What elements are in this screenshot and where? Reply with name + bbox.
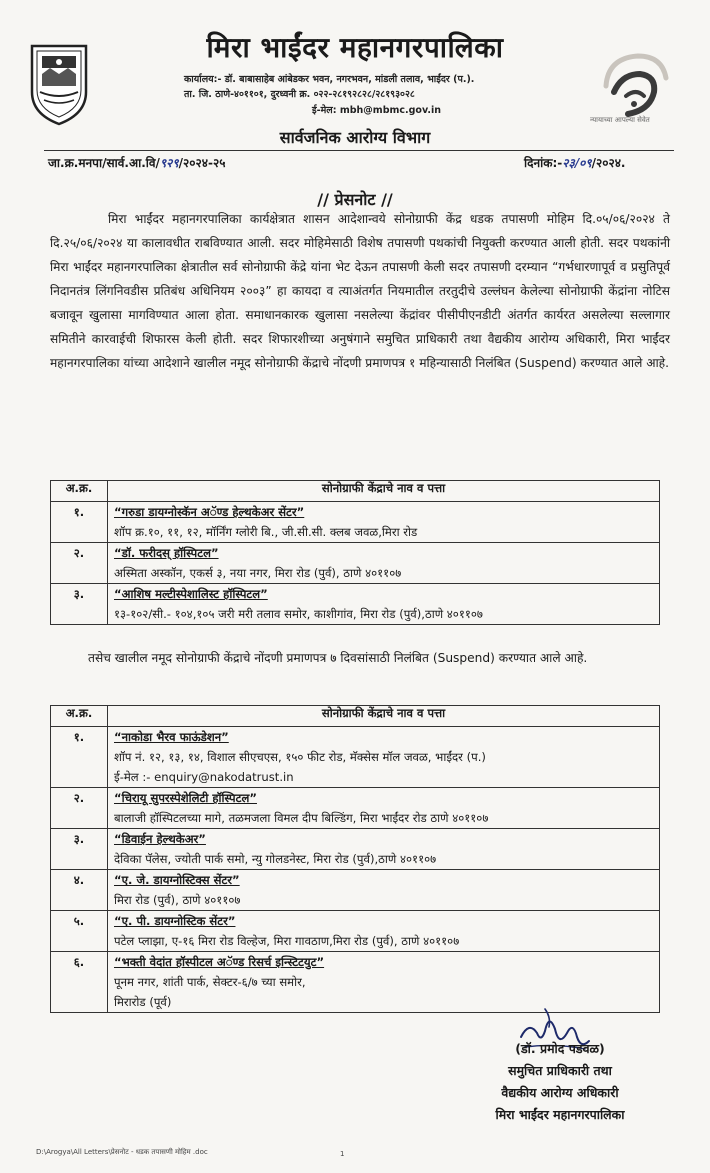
table-row <box>51 829 660 870</box>
centre-name: “चिरायू सुपरस्पेशेलिटी हॉस्पिटल” <box>114 791 257 805</box>
centre-info <box>108 543 660 584</box>
centre-info <box>108 584 660 625</box>
centre-name: “आशिष मल्टीस्पेशालिस्ट हॉस्पिटल” <box>114 587 268 601</box>
row-serial: २. <box>51 788 108 829</box>
footer-file-path: D:\Arogya\All Letters\प्रेसनोट - धडक तपासणी मोहिम .doc <box>36 1148 208 1156</box>
sr-column-header: अ.क्र. <box>51 706 108 727</box>
table-row <box>51 502 660 543</box>
row-serial: १. <box>51 727 108 788</box>
table-body <box>51 502 660 625</box>
centre-info <box>108 502 660 543</box>
ref-suffix: /२०२४-२५ <box>178 156 226 170</box>
table-row <box>51 870 660 911</box>
centre-address-line: पूनम नगर, शांती पार्क, सेक्टर-६/७ च्या समोर, <box>114 975 306 989</box>
table-row <box>51 727 660 788</box>
ref-prefix: जा.क्र.मनपा/सार्व.आ.वि/ <box>48 156 160 170</box>
press-note-heading: // प्रेसनोट // <box>317 190 393 209</box>
signatory-title-2: वैद्यकीय आरोग्य अधिकारी <box>501 1085 619 1100</box>
table-row <box>51 911 660 952</box>
row-serial: २. <box>51 543 108 584</box>
row-serial: १. <box>51 502 108 543</box>
centre-info <box>108 788 660 829</box>
table-body <box>51 727 660 1013</box>
intro-paragraph: मिरा भाईंदर महानगरपालिका कार्यक्षेत्रात शासन आदेशान्वये सोनोग्राफी केंद्र धडक तपासणी मोहिम दि.०५/०६/२०२४ ते दि.२५/०६/२०२४ या कालावधीत राबविण्यात आली. सदर मोहिमेसाठी विशेष तपासणी पथकांची नियुक्ती करण्यात आली होती. सदर पथकांनी मिरा भाईंदर महानगरपालिका क्षेत्रातील सर्व सोनोग्राफी केंद्रे यांना भेट देऊन तपासणी केली सदर तपासणी दरम्यान “गर्भधारणापूर्व व प्रसुतिपूर्व निदानतंत्र लिंगनिवडीस प्रतिबंध अधिनियम २००३” हा कायदा व त्याअंतर्गत नियमातील तरतुदीचे उल्लंघन केलेल्या सोनोग्राफी केंद्रांना नोटिस बजावून खुलासा मागविण्यात आला होता. समाधानकारक खुलासा नसलेल्या केंद्रांवर पीसीपीएनडीटी अंतर्गत कार्यरत असलेल्या सल्लागार समितीने कारवाईची शिफारस केली होती. सदर शिफारशीच्या अनुषंगाने समुचित प्राधिकारी तथा वैद्यकीय आरोग्य अधिकारी, मिरा भाईंदर महानगरपालिका यांच्या आदेशाने खालील नमूद सोनोग्राफी केंद्राचे नोंदणी प्रमाणपत्र १ महिन्यासाठी निलंबित (Suspend) करण्यात आले आहे. <box>50 212 670 370</box>
office-address: कार्यालय:- डॉ. बाबासाहेब आंबेडकर भवन, नगरभवन, मांडली तलाव, भाईंदर (प.). <box>184 74 475 85</box>
row-serial: ५. <box>51 911 108 952</box>
centre-name: “ए. पी. डायग्नोस्टिक सेंटर” <box>114 914 236 928</box>
centre-address-line: बालाजी हॉस्पिटलच्या मागे, तळमजला विमल दीप बिल्डिंग, मिरा भाईंदर रोड ठाणे ४०११०७ <box>114 811 489 825</box>
table-row <box>51 584 660 625</box>
centre-column-header: सोनोग्राफी केंद्राचे नाव व पत्ता <box>108 706 660 727</box>
seven-day-paragraph: तसेच खालील नमूद सोनोग्राफी केंद्राचे नोंदणी प्रमाणपत्र ७ दिवसांसाठी निलंबित (Suspend) करण्यात आले आहे. <box>88 651 588 665</box>
centre-name: “डॉ. फरीदस् हॉस्पिटल” <box>114 546 219 560</box>
centre-address-line: देविका पॅलेस, ज्योती पार्क समो, न्यु गोलडनेस्ट, मिरा रोड (पुर्व),ठाणे ४०११०७ <box>114 852 437 866</box>
ref-handwritten-number: ९२९ <box>159 156 179 170</box>
reference-number <box>48 154 225 171</box>
department-heading: सार्वजनिक आरोग्य विभाग <box>279 128 431 147</box>
centre-name: “डिवाईन हेल्थकेअर” <box>114 832 206 846</box>
office-email: ई-मेल: mbh@mbmc.gov.in <box>312 105 442 116</box>
centre-name: “ए. जे. डायग्नोस्टिक्स सेंटर” <box>114 873 240 887</box>
row-serial: ३. <box>51 829 108 870</box>
table-row <box>51 788 660 829</box>
suspended-centres-table-seven-days <box>50 705 660 1013</box>
org-name-heading: मिरा भाईंदर महानगरपालिका <box>206 31 504 64</box>
table-row <box>51 543 660 584</box>
centre-info <box>108 911 660 952</box>
centre-info <box>108 870 660 911</box>
centre-address-line: शॉप नं. १२, १३, १४, विशाल सीएचएस, १५० फीट रोड, मॅक्सेस मॉल जवळ, भाईंदर (प.) <box>114 750 486 764</box>
table-header-row <box>51 706 660 727</box>
header-divider <box>44 150 674 151</box>
suspended-centres-table-one-month <box>50 480 660 625</box>
table-header-row <box>51 481 660 502</box>
signatory-title-1: समुचित प्राधिकारी तथा <box>508 1063 612 1078</box>
letter-date <box>524 154 626 171</box>
centre-address-line: ई-मेल :- enquiry@nakodatrust.in <box>114 770 294 784</box>
signatory-block <box>440 1038 680 1126</box>
centre-address-line: पटेल प्लाझा, ए-१६ मिरा रोड विल्हेज, मिरा गावठाण,मिरा रोड (पुर्व), ठाणे ४०११०७ <box>114 934 460 948</box>
centre-address-line: मिरारोड (पूर्व) <box>114 995 172 1009</box>
signatory-name: (डॉ. प्रमोद पडवळ) <box>515 1041 605 1056</box>
right-logo-caption: न्यायाच्या आपल्या सेवेत <box>590 116 650 124</box>
centre-name: “गरुडा डायग्नोस्कॅन अॅण्ड हेल्थकेअर सेंटर” <box>114 505 305 519</box>
centre-info <box>108 727 660 788</box>
row-serial: ६. <box>51 952 108 1013</box>
centre-column-header: सोनोग्राफी केंद्राचे नाव व पत्ता <box>108 481 660 502</box>
date-suffix: /२०२४. <box>591 156 626 170</box>
centre-name: “भक्ती वेदांत हॉस्पीटल अॅण्ड रिसर्च इन्स्टिटयुट” <box>114 955 325 969</box>
sr-column-header: अ.क्र. <box>51 481 108 502</box>
centre-address-line: १३-१०२/सी.- १०४,१०५ जरी मरी तलाव समोर, काशीगांव, मिरा रोड (पुर्व),ठाणे ४०११०७ <box>114 607 483 621</box>
date-label: दिनांक:- <box>524 156 563 170</box>
office-phone: ता. जि. ठाणे-४०११०१, दुरध्वनी क्र. ०२२-२८१९२८२८/२८१९३०२८ <box>184 89 415 100</box>
row-serial: ४. <box>51 870 108 911</box>
date-handwritten: २३/०९ <box>562 156 592 170</box>
centre-address-line: अस्मिता अस्कॉन, एकर्स ३, नया नगर, मिरा रोड (पुर्व), ठाणे ४०११०७ <box>114 566 402 580</box>
row-serial: ३. <box>51 584 108 625</box>
centre-address-line: मिरा रोड (पुर्व), ठाणे ४०११०७ <box>114 893 241 907</box>
centre-address-line: शॉप क्र.१०, ११, १२, मॉर्निंग ग्लोरी बि., जी.सी.सी. क्लब जवळ,मिरा रोड <box>114 525 418 539</box>
signatory-title-3: मिरा भाईंदर महानगरपालिका <box>495 1107 625 1122</box>
page-number: 1 <box>340 1150 345 1158</box>
centre-name: “नाकोडा भैरव फाऊंडेशन” <box>114 730 229 744</box>
centre-info <box>108 829 660 870</box>
